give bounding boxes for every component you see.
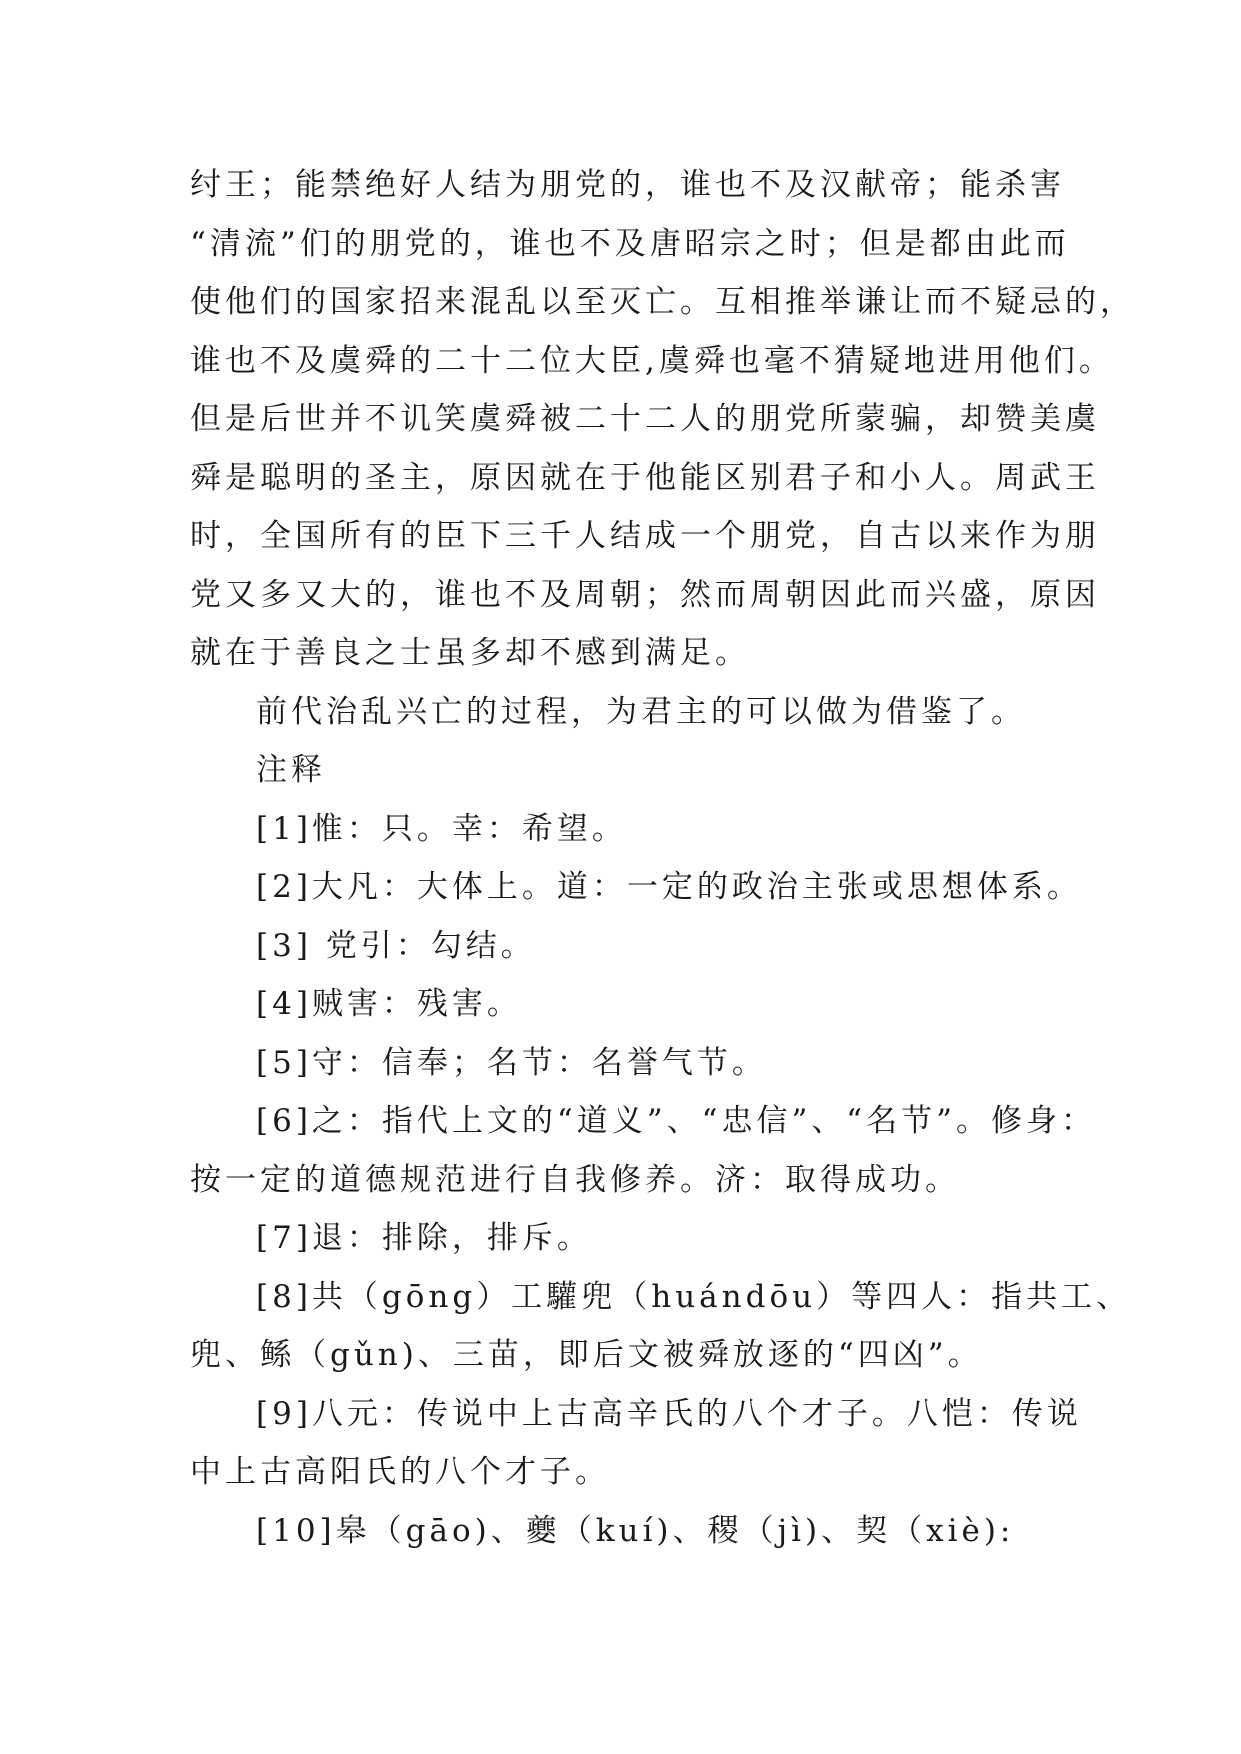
note-line: [7]退：排除，排斥。 <box>256 1220 592 1256</box>
note-line: [5]守：信奉；名节：名誉气节。 <box>256 1044 767 1081</box>
note-line: [10]皋（gāo)、夔（kuí)、稷（jì)、契（xiè): <box>256 1512 1015 1549</box>
paragraph-line: 时，全国所有的臣下三千人结成一个朋党，自古以来作为朋 <box>190 518 1100 554</box>
note-line: [3] 党引：勾结。 <box>256 927 536 964</box>
document-page <box>190 156 1135 1560</box>
paragraph-line: 舜是聪明的圣主，原因就在于他能区别君子和小人。周武王 <box>190 459 1100 496</box>
paragraph-line: 谁也不及虞舜的二十二位大臣,虞舜也毫不猜疑地进用他们。 <box>190 342 1114 379</box>
note-line: [1]惟：只。幸：希望。 <box>256 810 627 847</box>
note-line: 中上古高阳氏的八个才子。 <box>190 1454 610 1490</box>
paragraph-line: 党又多又大的，谁也不及周朝；然而周朝因此而兴盛，原因 <box>190 576 1100 613</box>
paragraph-line: 使他们的国家招来混乱以至灭亡。互相推举谦让而不疑忌的， <box>190 284 1135 320</box>
paragraph-line: 就在于善良之士虽多却不感到满足。 <box>190 635 750 671</box>
paragraph-line: 纣王；能禁绝好人结为朋党的，谁也不及汉献帝；能杀害 <box>190 167 1065 203</box>
note-line: [4]贼害：残害。 <box>256 986 522 1022</box>
paragraph-line: 前代治乱兴亡的过程，为君主的可以做为借鉴了。 <box>256 693 1026 730</box>
note-line: [2]大凡：大体上。道：一定的政治主张或思想体系。 <box>256 869 1082 905</box>
note-line: 兜、鲧（gǔn)、三苗，即后文被舜放逐的“四凶”。 <box>190 1337 983 1373</box>
notes-heading: 注释 <box>256 752 326 788</box>
note-line: [8]共（gōng）工驩兜（huándōu）等四人：指共工、 <box>256 1278 1132 1315</box>
note-line: 按一定的道德规范进行自我修养。济：取得成功。 <box>190 1161 960 1198</box>
paragraph-line: “清流”们的朋党的，谁也不及唐昭宗之时；但是都由此而 <box>190 225 1070 262</box>
paragraph-line: 但是后世并不讥笑虞舜被二十二人的朋党所蒙骗，却赞美虞 <box>190 401 1100 437</box>
note-line: [6]之：指代上文的“道义”、“忠信”、“名节”。修身： <box>256 1103 1096 1139</box>
note-line: [9]八元：传说中上古高辛氏的八个才子。八恺：传说 <box>256 1395 1082 1432</box>
